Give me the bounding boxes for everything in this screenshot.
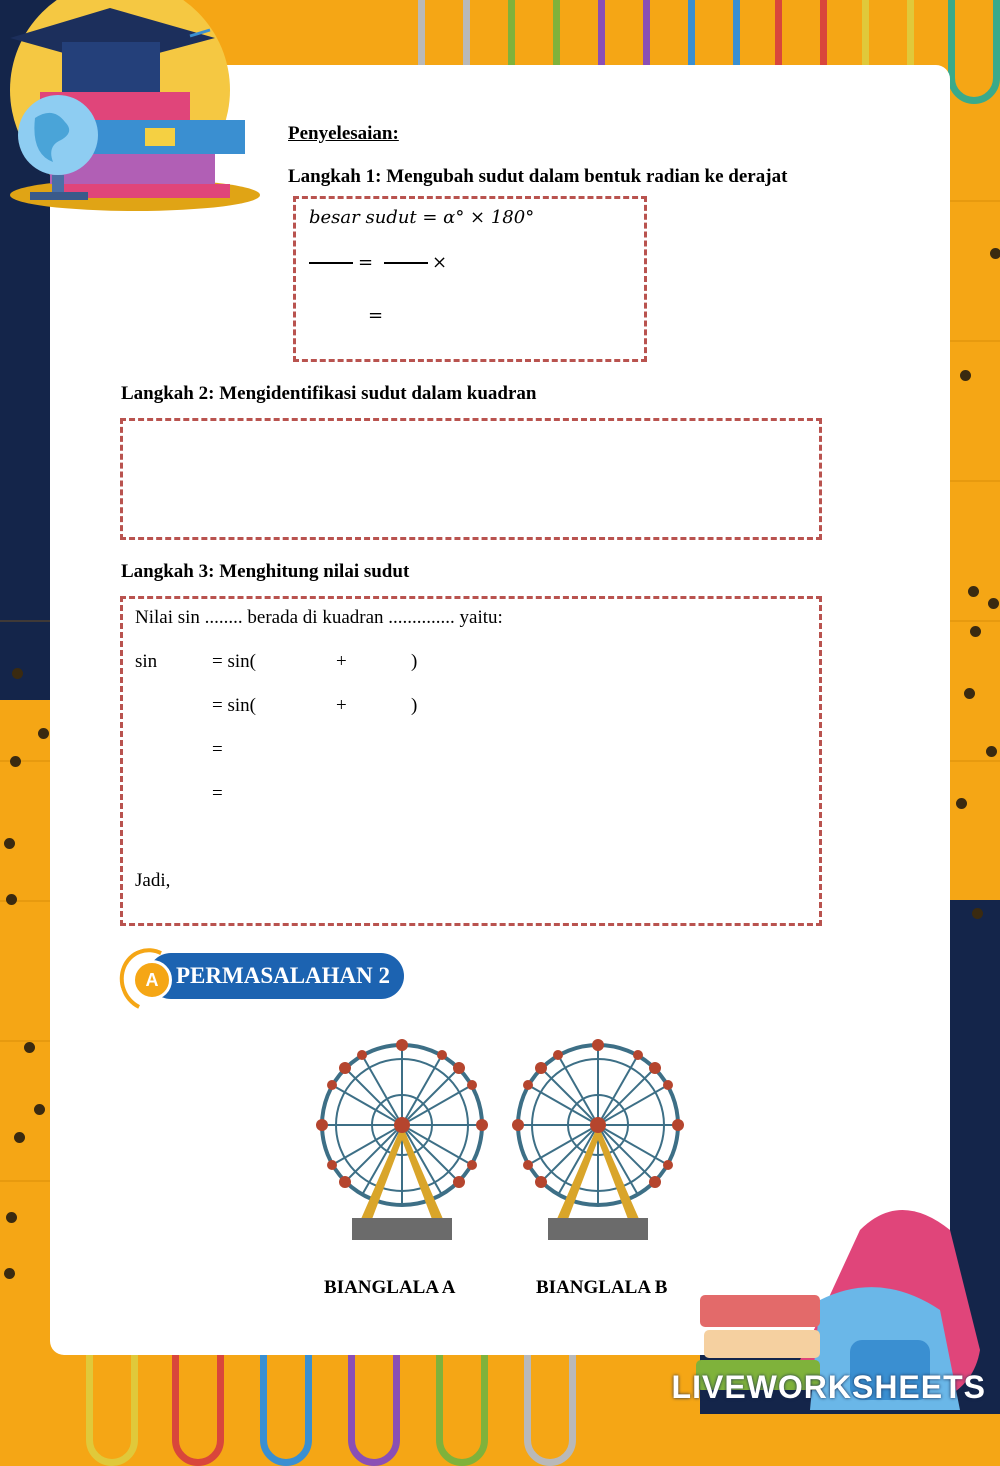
decor-dot	[968, 586, 979, 597]
decor-dot	[6, 1212, 17, 1223]
langkah3-eq3: =	[212, 739, 223, 760]
langkah3-sin-label: sin	[135, 651, 158, 672]
langkah3-close1: )	[411, 651, 418, 672]
liveworksheets-watermark: LIVEWORKSHEETS	[671, 1369, 986, 1405]
fraction-bar	[309, 262, 353, 264]
grid-line	[950, 480, 1000, 482]
grid-line	[950, 620, 1000, 622]
decor-dot	[990, 248, 1000, 259]
fraction-bar	[384, 262, 428, 264]
ferris-label-a: BIANGLALA A	[324, 1277, 456, 1298]
grid-line	[950, 200, 1000, 202]
books-globe-illustration	[0, 0, 270, 220]
langkah3-eq4: =	[212, 783, 223, 804]
langkah2-answer-box[interactable]	[120, 418, 822, 540]
decor-dot	[964, 688, 975, 699]
langkah3-eq2: = sin(	[212, 695, 256, 716]
decor-dot	[986, 746, 997, 757]
langkah3-close2: )	[411, 695, 418, 716]
grid-line	[0, 1040, 50, 1042]
badge-letter: A	[132, 960, 172, 1000]
decor-dot	[4, 838, 15, 849]
paper-clip	[948, 0, 1000, 104]
decor-dot	[988, 598, 999, 609]
langkah1-heading: Langkah 1: Mengubah sudut dalam bentuk radian ke derajat	[288, 166, 788, 187]
decor-dot	[24, 1042, 35, 1053]
decor-dot	[956, 798, 967, 809]
decor-dot	[4, 1268, 15, 1279]
ferris-label-b: BIANGLALA B	[536, 1277, 668, 1298]
penyelesaian-heading: Penyelesaian:	[288, 123, 399, 144]
langkah3-jadi: Jadi,	[135, 870, 171, 891]
langkah3-answer-box[interactable]	[120, 596, 822, 926]
langkah1-row3-equals: =	[368, 305, 384, 326]
langkah3-line1: Nilai sin ........ berada di kuadran .............. yaitu:	[135, 607, 503, 628]
langkah3-heading: Langkah 3: Menghitung nilai sudut	[121, 561, 410, 582]
decor-dot	[6, 894, 17, 905]
decor-dot	[972, 908, 983, 919]
decor-dot	[12, 668, 23, 679]
decor-dot	[38, 728, 49, 739]
langkah1-row2-times: ×	[432, 252, 448, 273]
langkah2-heading: Langkah 2: Mengidentifikasi sudut dalam kuadran	[121, 383, 537, 404]
langkah3-plus1: +	[336, 651, 347, 672]
section-title: PERMASALAHAN 2	[176, 963, 391, 988]
ferris-wheel-a-image	[312, 1030, 492, 1245]
grid-line	[0, 760, 50, 762]
langkah3-plus2: +	[336, 695, 347, 716]
decor-dot	[960, 370, 971, 381]
decor-dot	[34, 1104, 45, 1115]
langkah1-formula: besar sudut = α° × 180°	[309, 207, 535, 228]
grid-line	[0, 620, 50, 622]
decor-dot	[10, 756, 21, 767]
decor-dot	[14, 1132, 25, 1143]
decor-dot	[970, 626, 981, 637]
langkah1-row2-equals: =	[358, 252, 374, 273]
langkah3-eq1: = sin(	[212, 651, 256, 672]
grid-line	[950, 340, 1000, 342]
grid-line	[0, 1180, 50, 1182]
ferris-wheel-b-image	[508, 1030, 688, 1245]
grid-line	[950, 760, 1000, 762]
